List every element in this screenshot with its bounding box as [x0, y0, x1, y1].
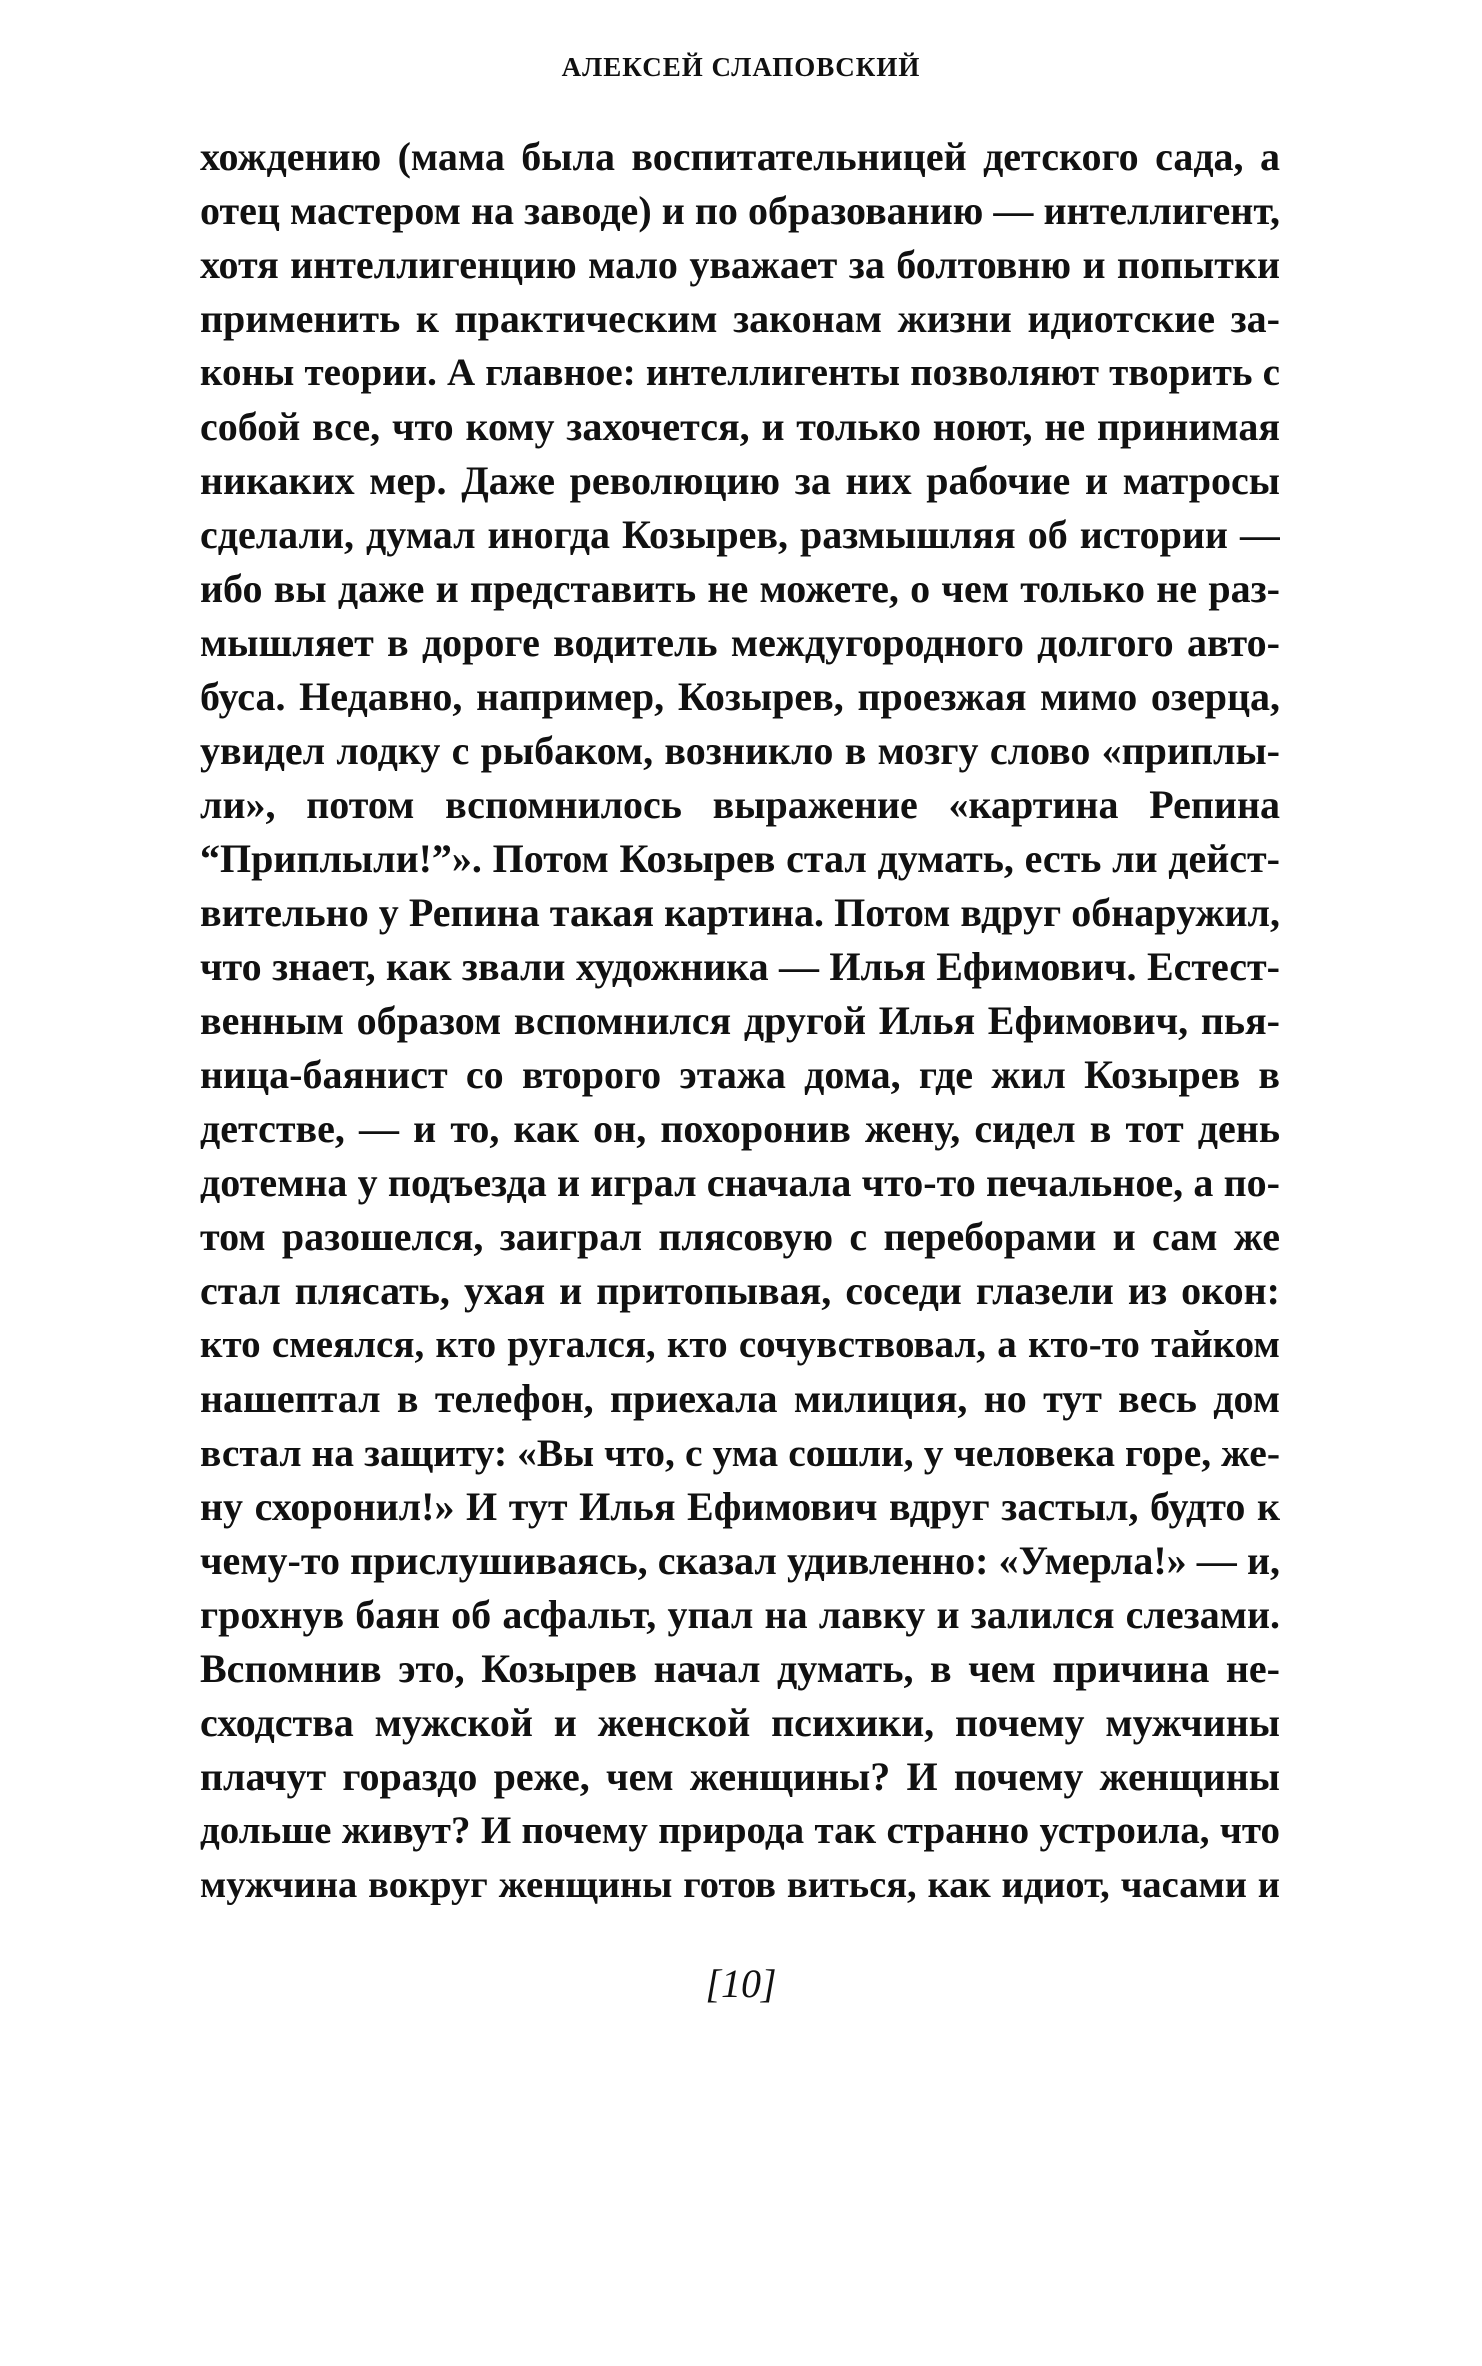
text-line: вительно у Репина такая картина. Потом вдруг обнаружил, [200, 890, 1280, 935]
text-line: собой все, что кому захочется, и только ноют, не принимая [200, 404, 1280, 449]
text-line: “Приплыли!”». Потом Козырев стал думать, есть ли дейст- [200, 836, 1280, 881]
text-line: буса. Недавно, например, Козырев, проезжая мимо озерца, [200, 674, 1280, 719]
text-line: никаких мер. Даже революцию за них рабочие и матросы [200, 458, 1280, 503]
text-line: том разошелся, заиграл плясовую с переборами и сам же [200, 1214, 1280, 1259]
running-head: АЛЕКСЕЙ СЛАПОВСКИЙ [561, 52, 921, 82]
body-text [200, 130, 1280, 1912]
text-line: Вспомнив это, Козырев начал думать, в чем причина не- [200, 1646, 1280, 1691]
text-line: ну схоронил!» И тут Илья Ефимович вдруг застыл, будто к [200, 1484, 1280, 1529]
text-line: ница-баянист со второго этажа дома, где жил Козырев в [200, 1052, 1280, 1097]
text-line: применить к практическим законам жизни идиотские за- [200, 296, 1280, 341]
text-line: детстве, — и то, как он, похоронив жену, сидел в тот день [200, 1106, 1280, 1151]
text-line: мужчина вокруг женщины готов виться, как идиот, часами и [200, 1864, 1280, 1906]
text-line: что знает, как звали художника — Илья Ефимович. Естест- [200, 944, 1280, 989]
text-line: отец мастером на заводе) и по образованию — интеллигент, [200, 188, 1280, 233]
text-line: чему-то прислушиваясь, сказал удивленно: «Умерла!» — и, [200, 1538, 1280, 1583]
text-line: сделали, думал иногда Козырев, размышляя об истории — [200, 512, 1280, 557]
text-line: стал плясать, ухая и притопывая, соседи глазели из окон: [200, 1268, 1280, 1313]
page-number: [10] [705, 1961, 777, 2006]
text-line: дотемна у подъезда и играл сначала что-то печальное, а по- [200, 1160, 1280, 1205]
text-line: венным образом вспомнился другой Илья Ефимович, пья- [200, 998, 1280, 1043]
text-line: нашептал в телефон, приехала милиция, но тут весь дом [200, 1376, 1280, 1421]
text-line: хождению (мама была воспитательницей детского сада, а [200, 134, 1280, 179]
text-line: встал на защиту: «Вы что, с ума сошли, у человека горе, же- [200, 1431, 1280, 1475]
text-line: плачут гораздо реже, чем женщины? И почему женщины [200, 1754, 1280, 1799]
text-line: мышляет в дороге водитель междугородного долгого авто- [200, 620, 1280, 665]
text-line: коны теории. А главное: интеллигенты позволяют творить с [200, 351, 1280, 394]
text-line: увидел лодку с рыбаком, возникло в мозгу слово «приплы- [200, 728, 1280, 773]
text-line: ли», потом вспомнилось выражение «картина Репина [200, 782, 1280, 827]
text-line: дольше живут? И почему природа так странно устроила, что [200, 1809, 1280, 1852]
text-line: кто смеялся, кто ругался, кто сочувствовал, а кто-то тайком [200, 1323, 1280, 1366]
text-line: сходства мужской и женской психики, почему мужчины [200, 1700, 1280, 1745]
text-line: хотя интеллигенцию мало уважает за болтовню и попытки [200, 242, 1280, 287]
text-line: ибо вы даже и представить не можете, о чем только не раз- [200, 566, 1280, 611]
text-line: грохнув баян об асфальт, упал на лавку и залился слезами. [200, 1592, 1280, 1637]
